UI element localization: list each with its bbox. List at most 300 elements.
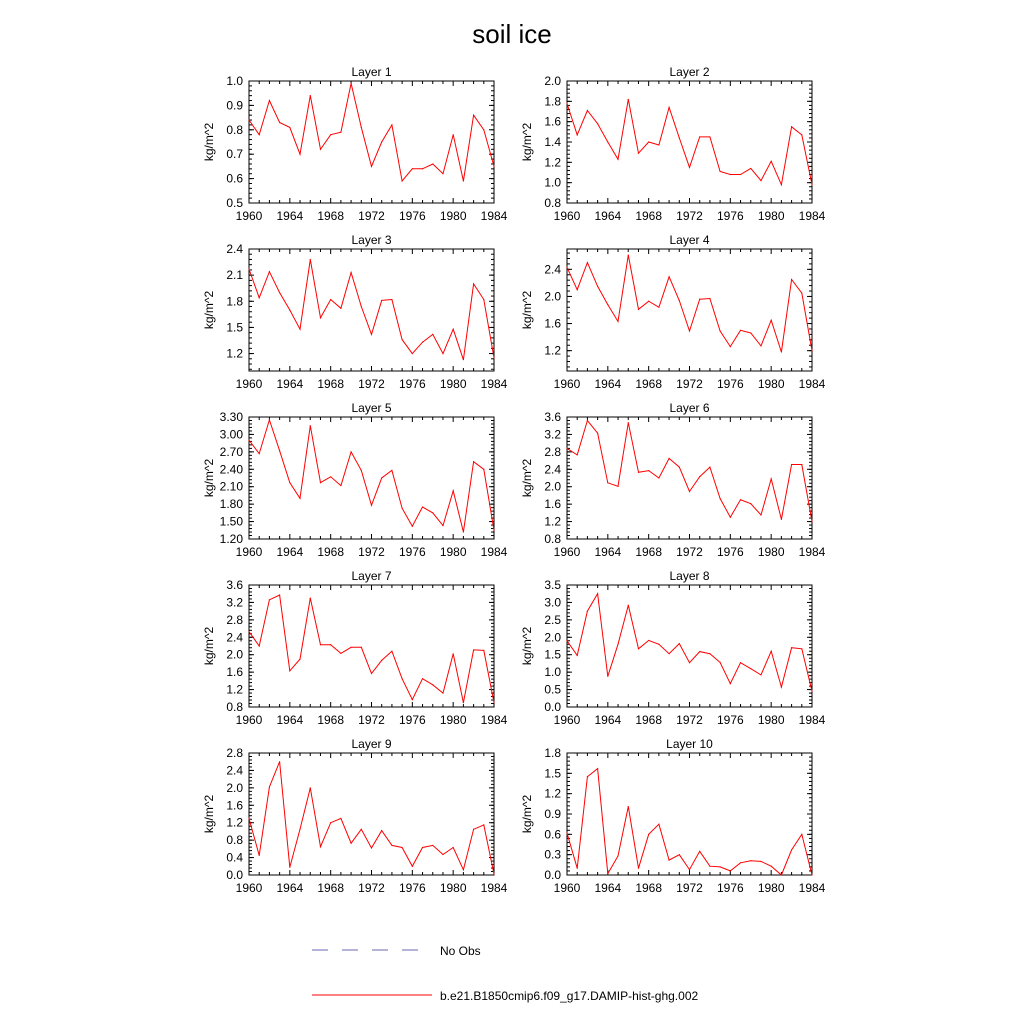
x-tick-label: 1972: [358, 713, 385, 727]
y-tick-label: 3.6: [226, 578, 243, 592]
y-tick-label: 0.8: [226, 833, 243, 848]
y-tick-label: 1.0: [226, 74, 243, 88]
data-point: [473, 461, 474, 462]
x-tick-label: 1980: [757, 209, 785, 223]
x-tick-label: 1972: [358, 377, 385, 391]
data-point: [361, 647, 362, 648]
data-point: [740, 330, 741, 331]
y-tick-label: 0.0: [544, 700, 561, 714]
y-tick-label: 0.8: [226, 122, 243, 137]
data-point: [811, 350, 812, 351]
data-point: [740, 862, 741, 863]
data-point: [361, 306, 362, 307]
data-point: [402, 678, 403, 679]
x-tick-label: 1960: [235, 377, 263, 391]
y-tick-label: 0.6: [544, 827, 561, 842]
x-tick-label: 1960: [235, 209, 263, 223]
data-point: [371, 847, 372, 848]
y-tick-label: 1.6: [544, 114, 561, 129]
x-tick-label: 1960: [553, 377, 581, 391]
y-tick-label: 1.2: [226, 815, 243, 830]
y-tick-label: 1.8: [544, 746, 561, 760]
y-tick-label: 1.2: [544, 343, 561, 358]
data-point: [422, 342, 423, 343]
data-point: [617, 855, 618, 856]
y-tick-label: 1.80: [219, 497, 243, 512]
data-point: [350, 647, 351, 648]
data-point: [310, 597, 311, 598]
data-point: [709, 136, 710, 137]
data-point: [566, 832, 567, 833]
y-tick-label: 0.8: [226, 700, 243, 714]
data-point: [760, 861, 761, 862]
data-point: [320, 846, 321, 847]
x-tick-label: 1972: [358, 209, 385, 223]
data-point: [279, 761, 280, 762]
data-point: [442, 173, 443, 174]
data-point: [391, 845, 392, 846]
x-tick-label: 1984: [480, 545, 508, 559]
data-point: [679, 300, 680, 301]
data-point: [422, 506, 423, 507]
data-point: [617, 644, 618, 645]
y-tick-label: 0.6: [226, 171, 243, 186]
data-point: [679, 467, 680, 468]
data-point: [340, 818, 341, 819]
data-point: [432, 163, 433, 164]
y-tick-label: 2.4: [544, 462, 561, 477]
data-point: [750, 860, 751, 861]
data-point: [289, 482, 290, 483]
data-point: [381, 300, 382, 301]
data-point: [587, 420, 588, 421]
data-point: [299, 498, 300, 499]
x-tick-label: 1960: [553, 545, 581, 559]
y-tick-label: 3.2: [544, 427, 561, 442]
data-point: [791, 464, 792, 465]
data-point: [493, 530, 494, 531]
data-point: [473, 649, 474, 650]
data-point: [668, 276, 669, 277]
data-point: [269, 786, 270, 787]
y-tick-label: 2.4: [226, 630, 243, 645]
data-point: [791, 126, 792, 127]
data-point: [279, 122, 280, 123]
data-point: [340, 308, 341, 309]
data-point: [709, 653, 710, 654]
data-point: [299, 154, 300, 155]
data-point: [299, 329, 300, 330]
data-point: [740, 499, 741, 500]
data-point: [442, 525, 443, 526]
data-point: [607, 676, 608, 677]
data-point: [811, 184, 812, 185]
x-tick-label: 1968: [635, 713, 663, 727]
data-point: [720, 171, 721, 172]
series-line: [249, 762, 494, 874]
data-point: [730, 346, 731, 347]
data-point: [750, 168, 751, 169]
data-point: [709, 298, 710, 299]
y-tick-label: 1.8: [544, 94, 561, 109]
data-point: [310, 787, 311, 788]
x-tick-label: 1984: [480, 713, 508, 727]
y-tick-label: 2.0: [544, 74, 561, 88]
x-tick-label: 1980: [757, 881, 785, 895]
data-point: [689, 662, 690, 663]
data-point: [412, 526, 413, 527]
panel-title: Layer 6: [669, 401, 710, 415]
data-point: [371, 334, 372, 335]
data-point: [269, 419, 270, 420]
data-point: [648, 141, 649, 142]
data-point: [597, 433, 598, 434]
data-point: [279, 594, 280, 595]
data-point: [617, 486, 618, 487]
x-tick-label: 1964: [594, 545, 622, 559]
panel-title: Layer 9: [351, 737, 392, 751]
x-tick-label: 1976: [398, 713, 426, 727]
data-point: [493, 166, 494, 167]
plot-frame: [567, 753, 812, 875]
data-point: [483, 469, 484, 470]
data-point: [607, 482, 608, 483]
data-point: [422, 678, 423, 679]
data-point: [259, 855, 260, 856]
plot-frame: [567, 249, 812, 371]
data-point: [668, 653, 669, 654]
data-point: [771, 651, 772, 652]
y-tick-label: 2.4: [226, 242, 243, 256]
x-tick-label: 1980: [757, 545, 785, 559]
data-point: [801, 464, 802, 465]
y-tick-label: 2.0: [544, 479, 561, 494]
y-tick-label: 0.9: [544, 807, 561, 821]
data-point: [483, 129, 484, 130]
data-point: [269, 599, 270, 600]
y-axis-label: kg/m^2: [202, 122, 216, 162]
x-tick-label: 1976: [398, 377, 426, 391]
y-tick-label: 2.0: [226, 647, 243, 662]
plot-frame: [249, 417, 494, 539]
data-point: [259, 134, 260, 135]
y-tick-label: 2.8: [544, 444, 561, 459]
plot-frame: [249, 585, 494, 707]
plot-frame: [567, 417, 812, 539]
data-point: [279, 292, 280, 293]
data-point: [801, 292, 802, 293]
y-tick-label: 0.8: [544, 196, 561, 210]
data-point: [577, 655, 578, 656]
x-tick-label: 1964: [276, 545, 304, 559]
data-point: [720, 498, 721, 499]
data-point: [577, 134, 578, 135]
data-point: [493, 702, 494, 703]
y-tick-label: 2.10: [219, 479, 243, 494]
x-tick-label: 1960: [235, 881, 263, 895]
data-point: [638, 472, 639, 473]
data-point: [791, 279, 792, 280]
data-point: [391, 299, 392, 300]
x-tick-label: 1984: [480, 209, 508, 223]
data-point: [432, 512, 433, 513]
y-tick-label: 2.70: [219, 444, 243, 459]
data-point: [638, 309, 639, 310]
y-tick-label: 3.0: [544, 595, 561, 610]
y-tick-label: 1.2: [544, 155, 561, 170]
data-point: [473, 115, 474, 116]
data-point: [340, 132, 341, 133]
x-tick-label: 1972: [358, 881, 385, 895]
y-tick-label: 1.6: [226, 665, 243, 680]
data-point: [699, 299, 700, 300]
data-point: [350, 451, 351, 452]
x-tick-label: 1964: [276, 881, 304, 895]
data-point: [628, 806, 629, 807]
y-tick-label: 1.2: [544, 786, 561, 801]
data-point: [699, 851, 700, 852]
panel-layer-6: [520, 401, 826, 559]
y-tick-label: 2.8: [226, 612, 243, 627]
data-point: [587, 776, 588, 777]
data-point: [720, 866, 721, 867]
panel-title: Layer 7: [351, 569, 392, 583]
x-tick-label: 1980: [439, 713, 467, 727]
y-tick-label: 0.7: [226, 147, 243, 162]
x-tick-label: 1968: [317, 881, 345, 895]
x-tick-label: 1960: [553, 881, 581, 895]
y-tick-label: 1.2: [226, 346, 243, 361]
data-point: [781, 351, 782, 352]
x-tick-label: 1960: [553, 209, 581, 223]
y-axis-label: kg/m^2: [202, 626, 216, 666]
data-point: [679, 854, 680, 855]
data-point: [259, 645, 260, 646]
data-point: [371, 673, 372, 674]
x-tick-label: 1968: [317, 377, 345, 391]
x-tick-label: 1972: [676, 713, 703, 727]
panel-grid: [202, 65, 826, 895]
data-point: [381, 830, 382, 831]
data-point: [269, 100, 270, 101]
data-point: [279, 450, 280, 451]
panel-title: Layer 5: [351, 401, 392, 415]
data-point: [248, 818, 249, 819]
data-point: [299, 658, 300, 659]
data-point: [259, 297, 260, 298]
data-point: [422, 847, 423, 848]
data-point: [689, 330, 690, 331]
y-axis-label: kg/m^2: [520, 458, 534, 498]
data-point: [361, 829, 362, 830]
x-tick-label: 1964: [276, 377, 304, 391]
data-point: [483, 824, 484, 825]
x-tick-label: 1980: [757, 713, 785, 727]
data-point: [771, 320, 772, 321]
y-tick-label: 1.8: [226, 294, 243, 309]
data-point: [699, 476, 700, 477]
y-tick-label: 0.4: [226, 850, 243, 865]
data-point: [781, 874, 782, 875]
data-point: [587, 262, 588, 263]
data-point: [391, 470, 392, 471]
data-point: [432, 334, 433, 335]
data-point: [679, 137, 680, 138]
panel-title: Layer 4: [669, 233, 710, 247]
data-point: [269, 271, 270, 272]
x-tick-label: 1964: [594, 209, 622, 223]
y-tick-label: 1.4: [544, 135, 561, 149]
x-tick-label: 1984: [480, 881, 508, 895]
data-point: [371, 166, 372, 167]
panel-layer-1: [202, 65, 508, 223]
y-tick-label: 1.5: [544, 647, 561, 662]
series-line: [249, 420, 494, 532]
data-point: [493, 357, 494, 358]
x-tick-label: 1976: [398, 209, 426, 223]
data-point: [248, 268, 249, 269]
data-point: [320, 149, 321, 150]
data-point: [811, 691, 812, 692]
data-point: [463, 869, 464, 870]
data-point: [781, 687, 782, 688]
data-point: [577, 289, 578, 290]
series-line: [567, 99, 812, 184]
data-point: [289, 127, 290, 128]
y-tick-label: 1.20: [219, 532, 243, 546]
x-tick-label: 1980: [439, 209, 467, 223]
data-point: [299, 829, 300, 830]
panel-title: Layer 3: [351, 233, 392, 247]
data-point: [483, 650, 484, 651]
data-point: [310, 95, 311, 96]
data-point: [340, 485, 341, 486]
data-point: [381, 477, 382, 478]
data-point: [750, 503, 751, 504]
data-point: [402, 180, 403, 181]
panel-title: Layer 1: [351, 65, 392, 79]
y-axis-label: kg/m^2: [520, 794, 534, 834]
data-point: [371, 505, 372, 506]
data-point: [566, 448, 567, 449]
panel-layer-8: [520, 569, 826, 727]
y-tick-label: 1.6: [544, 316, 561, 331]
data-point: [730, 870, 731, 871]
data-point: [248, 631, 249, 632]
x-tick-label: 1968: [635, 209, 663, 223]
data-point: [607, 304, 608, 305]
data-point: [771, 161, 772, 162]
data-point: [689, 869, 690, 870]
data-point: [391, 124, 392, 125]
data-point: [566, 267, 567, 268]
y-tick-label: 0.0: [226, 868, 243, 882]
x-tick-label: 1968: [317, 713, 345, 727]
y-tick-label: 3.00: [219, 427, 243, 442]
data-point: [730, 517, 731, 518]
data-point: [361, 470, 362, 471]
x-tick-label: 1960: [235, 713, 263, 727]
data-point: [463, 359, 464, 360]
data-point: [566, 640, 567, 641]
y-tick-label: 1.0: [544, 175, 561, 190]
y-tick-label: 0.3: [544, 847, 561, 862]
data-point: [597, 123, 598, 124]
x-tick-label: 1976: [716, 713, 744, 727]
panel-layer-4: [520, 233, 826, 391]
plot-frame: [567, 81, 812, 203]
data-point: [628, 605, 629, 606]
y-tick-label: 2.5: [544, 612, 561, 627]
x-tick-label: 1984: [798, 545, 826, 559]
data-point: [760, 345, 761, 346]
y-tick-label: 1.0: [544, 665, 561, 680]
y-tick-label: 2.0: [226, 780, 243, 795]
x-tick-label: 1968: [317, 209, 345, 223]
data-point: [310, 259, 311, 260]
data-point: [740, 174, 741, 175]
data-point: [628, 99, 629, 100]
data-point: [320, 644, 321, 645]
data-point: [689, 167, 690, 168]
x-tick-label: 1980: [439, 377, 467, 391]
data-point: [412, 168, 413, 169]
y-tick-label: 2.0: [544, 289, 561, 304]
data-point: [330, 134, 331, 135]
data-point: [801, 834, 802, 835]
data-point: [453, 329, 454, 330]
x-tick-label: 1972: [676, 545, 703, 559]
figure-title: soil ice: [472, 19, 552, 49]
x-tick-label: 1964: [594, 713, 622, 727]
series-line: [567, 769, 812, 875]
y-axis-label: kg/m^2: [202, 458, 216, 498]
data-point: [289, 309, 290, 310]
x-tick-label: 1960: [553, 713, 581, 727]
panel-layer-7: [202, 569, 508, 727]
data-point: [442, 854, 443, 855]
y-tick-label: 0.8: [544, 532, 561, 546]
y-axis-label: kg/m^2: [520, 626, 534, 666]
y-tick-label: 1.50: [219, 514, 243, 529]
data-point: [628, 422, 629, 423]
data-point: [730, 683, 731, 684]
data-point: [607, 141, 608, 142]
data-point: [320, 317, 321, 318]
panel-title: Layer 2: [669, 65, 710, 79]
data-point: [432, 684, 433, 685]
y-axis-label: kg/m^2: [520, 122, 534, 162]
data-point: [638, 868, 639, 869]
x-tick-label: 1960: [235, 545, 263, 559]
x-tick-label: 1964: [594, 377, 622, 391]
data-point: [473, 829, 474, 830]
y-tick-label: 2.1: [226, 268, 243, 283]
data-point: [453, 847, 454, 848]
data-point: [638, 153, 639, 154]
series-line: [567, 255, 812, 352]
x-tick-label: 1968: [317, 545, 345, 559]
y-tick-label: 3.5: [544, 578, 561, 592]
data-point: [412, 699, 413, 700]
data-point: [361, 127, 362, 128]
data-point: [801, 134, 802, 135]
x-tick-label: 1984: [798, 713, 826, 727]
data-point: [248, 440, 249, 441]
data-point: [350, 83, 351, 84]
x-tick-label: 1984: [798, 881, 826, 895]
y-tick-label: 1.5: [544, 766, 561, 781]
